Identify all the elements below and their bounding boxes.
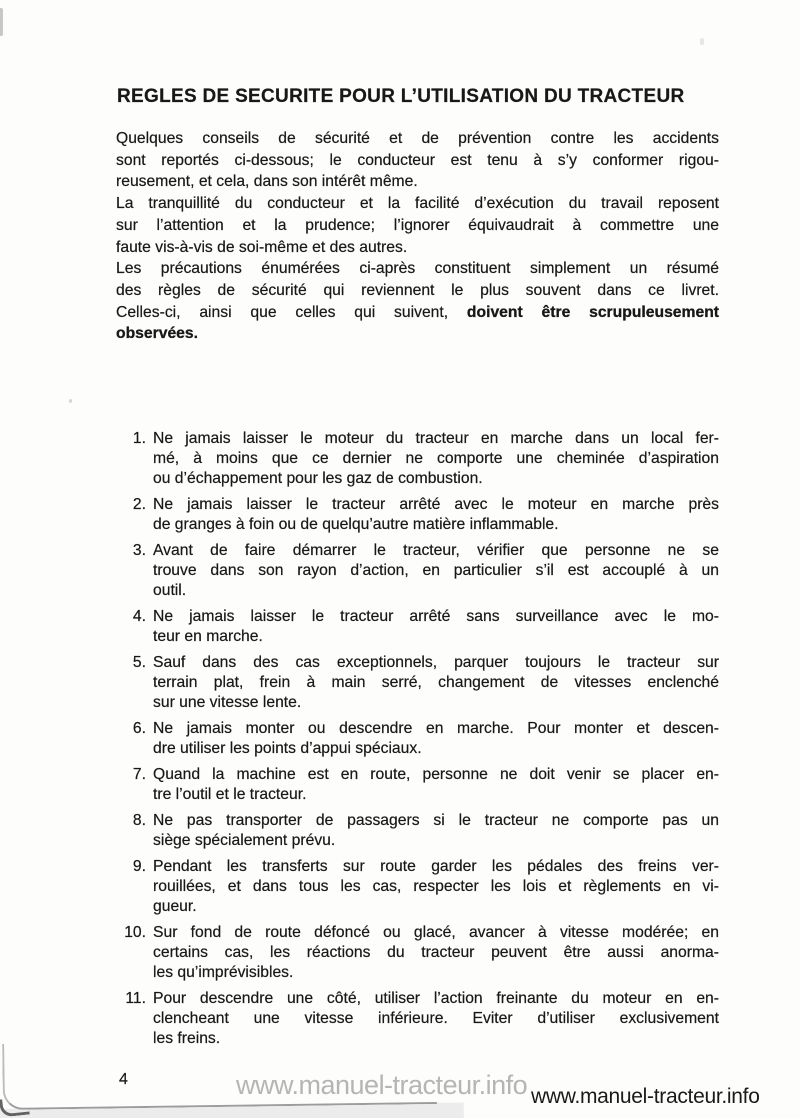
list-item-number: 8. xyxy=(132,812,146,829)
intro-paragraph xyxy=(116,128,719,345)
list-item-text xyxy=(153,495,719,535)
list-item-line: Avant de faire démarrer le tracteur, vérifier que personne ne se xyxy=(153,542,719,559)
intro-line: observées. xyxy=(116,325,198,343)
list-item xyxy=(118,811,719,851)
scan-page-corner xyxy=(0,1097,30,1118)
list-item xyxy=(118,495,719,535)
watermark-corner: www.manuel-tracteur.info xyxy=(531,1085,760,1108)
list-item-line: trouve dans son rayon d’action, en particulier s’il est accouplé à un xyxy=(153,562,719,579)
watermark-center: www.manuel-tracteur.info xyxy=(236,1070,528,1100)
intro-line: sur l’attention et la prudence; l’ignorer équivaudrait à commettre une xyxy=(116,216,719,234)
list-item-line: Sur fond de route défoncé ou glacé, avancer à vitesse modérée; en xyxy=(153,924,719,941)
list-item-line: ou d’échappement pour les gaz de combustion. xyxy=(153,470,483,487)
list-item-line: outil. xyxy=(153,582,187,599)
list-item xyxy=(118,765,719,805)
list-item-line: Ne jamais laisser le tracteur arrêté avec le moteur en marche près xyxy=(153,496,719,513)
list-item-text xyxy=(153,607,719,647)
list-item-line: dre utiliser les points d’appui spéciaux. xyxy=(153,740,422,757)
scan-speck xyxy=(700,38,704,45)
list-item-line: mé, à moins que ce dernier ne comporte une cheminée d’aspiration xyxy=(153,450,719,467)
list-item-line: Pour descendre une côté, utiliser l’action freinante du moteur en en- xyxy=(153,990,719,1007)
list-item xyxy=(118,429,719,489)
list-item-number: 11. xyxy=(125,990,146,1007)
intro-line: sont reportés ci-dessous; le conducteur est tenu à s’y conformer rigou- xyxy=(116,151,719,169)
list-item-text xyxy=(153,765,719,805)
list-item-number: 7. xyxy=(132,766,146,783)
list-item-line: Ne jamais laisser le tracteur arrêté sans surveillance avec le mo- xyxy=(153,608,719,625)
list-item-text xyxy=(153,429,719,489)
list-item-line: Ne jamais laisser le moteur du tracteur en marche dans un local fer- xyxy=(153,430,719,447)
list-item-line: teur en marche. xyxy=(153,628,263,645)
list-item-line: Ne pas transporter de passagers si le tracteur ne comporte pas un xyxy=(153,812,719,829)
list-item-number: 6. xyxy=(132,720,146,737)
list-item-line: Quand la machine est en route, personne ne doit venir se placer en- xyxy=(153,766,719,783)
list-item-number: 2. xyxy=(132,496,146,513)
list-item-text xyxy=(153,653,719,713)
list-item-number: 1. xyxy=(132,430,146,447)
scan-speck xyxy=(69,399,72,403)
intro-line: faute vis-à-vis de soi-même et des autres. xyxy=(116,238,408,256)
list-item-number: 10. xyxy=(124,924,146,941)
list-item xyxy=(118,857,719,917)
list-item xyxy=(118,653,719,713)
scan-edge-mark xyxy=(0,8,3,36)
list-item-number: 5. xyxy=(132,654,146,671)
intro-line: Quelques conseils de sécurité et de prévention contre les accidents xyxy=(116,130,719,147)
list-item-line: Sauf dans des cas exceptionnels, parquer toujours le tracteur sur xyxy=(153,654,719,671)
list-item-line: les freins. xyxy=(153,1030,221,1047)
list-item-line: certains cas, les réactions du tracteur peuvent être aussi anorma- xyxy=(153,944,719,961)
list-item-line: gueur. xyxy=(153,898,197,915)
intro-line: Les précautions énumérées ci-après constituent simplement un résumé xyxy=(116,260,719,278)
list-item-text xyxy=(153,857,719,917)
list-item xyxy=(118,923,719,983)
list-item-text xyxy=(153,541,719,601)
list-item xyxy=(118,541,719,601)
page-number: 4 xyxy=(119,1071,128,1088)
list-item-line: de granges à foin ou de quelqu’autre matière inflammable. xyxy=(153,516,559,533)
list-item-line: tre l’outil et le tracteur. xyxy=(153,786,307,803)
list-item-line: rouillées, et dans tous les cas, respecter les lois et règlements en vi- xyxy=(153,878,719,895)
list-item-number: 9. xyxy=(132,858,146,875)
list-item-number: 3. xyxy=(132,542,146,559)
list-item-line: Pendant les transferts sur route garder les pédales des freins ver- xyxy=(153,858,719,875)
safety-list xyxy=(118,429,719,1055)
list-item-line: siège spécialement prévu. xyxy=(153,832,336,849)
list-item xyxy=(118,719,719,759)
list-item-line: les qu’imprévisibles. xyxy=(153,964,294,981)
list-item-text xyxy=(153,811,719,851)
list-item xyxy=(118,607,719,647)
list-item-line: Ne jamais monter ou descendre en marche. Pour monter et descen- xyxy=(153,720,719,737)
page-title: REGLES DE SECURITE POUR L’UTILISATION DU TRACTEUR xyxy=(117,86,685,107)
list-item-line: clencheant une vitesse inférieure. Eviter d’utiliser exclusivement xyxy=(153,1010,719,1027)
intro-line: La tranquillité du conducteur et la facilité d’exécution du travail reposent xyxy=(116,195,719,213)
list-item-line: terrain plat, frein à main serré, changement de vitesses enclenché xyxy=(153,674,719,691)
intro-line: reusement, et cela, dans son intérêt même. xyxy=(116,173,418,191)
list-item-number: 4. xyxy=(132,608,146,625)
list-item-text xyxy=(153,719,719,759)
list-item-text xyxy=(153,923,719,983)
list-item-line: sur une vitesse lente. xyxy=(153,694,302,711)
intro-line: Celles-ci, ainsi que celles qui suivent, doivent être scrupuleusement xyxy=(116,303,719,321)
intro-line: des règles de sécurité qui reviennent le plus souvent dans ce livret. xyxy=(116,281,719,299)
scan-page-edge xyxy=(2,1038,437,1110)
